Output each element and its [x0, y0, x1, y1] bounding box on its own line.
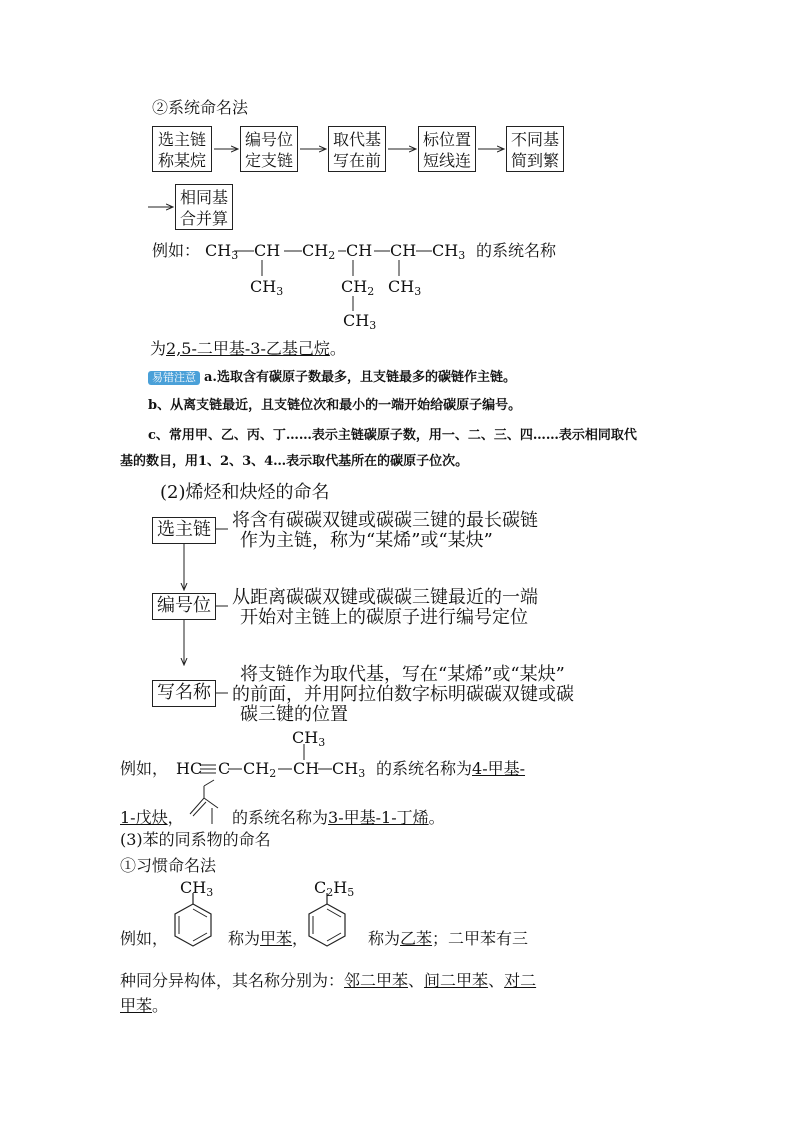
ethylbenzene-c2h5: $C_2H_5$: [314, 878, 355, 899]
isomer-meta: 间二甲苯: [424, 971, 489, 990]
step-box-6-line1: 相同基: [179, 188, 228, 207]
alkyne-name-line2: 1-戊炔，: [120, 808, 184, 827]
step-box-4-line2: 短线连: [422, 151, 471, 170]
name-ethylbenzene: 乙苯: [400, 929, 433, 948]
example-suffix: 的系统名称: [476, 241, 557, 260]
alkene-step3-line3: 碳三键的位置: [240, 704, 348, 725]
formula-ch3-alkyne: $CH_3$: [332, 759, 366, 780]
step-box-1-line2: 称某烷: [157, 151, 206, 170]
alkene-step3-line2: 的前面，并用阿拉伯数字标明碳碳双键或碳: [232, 684, 574, 705]
step-box-2-line1: 编号位: [244, 130, 293, 149]
alkene-example2: 的系统名称为3-甲基-1-丁烯。: [232, 808, 445, 827]
formula-ch-1: CH: [254, 241, 281, 260]
formula-hc: HC: [176, 759, 203, 778]
alkene-box-3: 写名称: [152, 680, 216, 707]
step-box-1-line1: 选主链: [157, 130, 206, 149]
example-prefix: 例如：: [152, 241, 201, 260]
name-toluene: 甲苯: [260, 929, 293, 948]
formula-branch-ch3-2: $CH_3$: [388, 277, 422, 298]
note-c-line1: c、常用甲、乙、丙、丁……表示主链碳原子数，用一、二、三、四……表示相同取代: [148, 428, 637, 443]
benzene-example-prefix: 例如，: [120, 929, 169, 948]
benzene-example-1: 称为甲苯，: [228, 929, 309, 948]
formula-ch-alkyne: CH: [293, 759, 320, 778]
formula-ch-2: CH: [346, 241, 373, 260]
isomers-line: 种同分异构体，其名称分别为：邻二甲苯、间二甲苯、对二: [120, 971, 537, 990]
isomer-para-a: 对二: [504, 971, 537, 990]
alkene-box-2: 编号位: [152, 593, 216, 620]
step-box-4-line1: 标位置: [422, 130, 471, 149]
alkyne-example-line: 例如，: [120, 759, 169, 778]
alkene-step2-line2: 开始对主链上的碳原子进行编号定位: [240, 607, 528, 628]
note-a: 易错注意 a.选取含有碳原子数最多，且支链最多的碳链作主链。: [148, 369, 516, 387]
formula-ch3-1: $CH_3$: [205, 241, 239, 262]
step-box-2-line2: 定支链: [244, 151, 293, 170]
formula-ch3-2: $CH_3$: [432, 241, 466, 262]
step-box-6-line2: 合并算: [179, 209, 228, 228]
isomer-para-b: 甲苯: [120, 996, 153, 1015]
formula-ch2-1: $CH_2$: [302, 241, 336, 262]
result-name: 2,5-二甲基-3-乙基己烷: [166, 339, 330, 358]
step-box-5-line2: 简到繁: [510, 151, 559, 170]
toluene-ch3: $CH_3$: [180, 878, 214, 899]
benzene-example-2: 称为乙苯；二甲苯有三: [368, 929, 529, 948]
formula-ch2-alkyne: $CH_2$: [243, 759, 277, 780]
section-heading-alkene: (2)烯烃和炔烃的命名: [160, 482, 330, 503]
isomer-ortho: 邻二甲苯: [344, 971, 409, 990]
alkyne-name-a: 4-甲基-: [472, 759, 526, 778]
result-line: 为2,5-二甲基-3-乙基己烷。: [150, 339, 346, 358]
note-badge: 易错注意: [148, 371, 200, 385]
step-box-3-line1: 取代基: [332, 130, 381, 149]
formula-branch-ch2: $CH_2$: [341, 277, 375, 298]
alkene-step1-line1: 将含有碳碳双键或碳碳三键的最长碳链: [232, 510, 538, 531]
alkene-box-1: 选主链: [152, 517, 216, 544]
alkene-step3-line1: 将支链作为取代基，写在“某烯”或“某炔”: [240, 664, 565, 685]
step-box-3-line2: 写在前: [332, 151, 381, 170]
note-c-line2: 基的数目，用1、2、3、4…表示取代基所在的碳原子位次。: [120, 454, 469, 469]
formula-branch-ch3-3: $CH_3$: [343, 311, 377, 332]
formula-branch-ch3-1: $CH_3$: [250, 277, 284, 298]
alkyne-example-mid: 的系统名称为4-甲基-: [376, 759, 526, 778]
sub-heading-common: ①习惯命名法: [120, 856, 217, 875]
isomers-line2: 甲苯。: [120, 996, 169, 1015]
formula-c: C: [218, 759, 231, 778]
section-heading-system: ②系统命名法: [152, 98, 249, 117]
alkene-example2-name: 3-甲基-1-丁烯: [328, 808, 429, 827]
note-b: b、从离支链最近，且支链位次和最小的一端开始给碳原子编号。: [148, 398, 522, 413]
section-heading-benzene: (3)苯的同系物的命名: [120, 830, 271, 849]
alkyne-branch-ch3: $CH_3$: [292, 728, 326, 749]
alkene-step1-line2: 作为主链，称为“某烯”或“某炔”: [240, 530, 493, 551]
step-box-5-line1: 不同基: [510, 130, 559, 149]
alkene-step2-line1: 从距离碳碳双键或碳碳三键最近的一端: [232, 587, 538, 608]
alkyne-name-b: 1-戊炔: [120, 808, 168, 827]
formula-ch-3: CH: [390, 241, 417, 260]
